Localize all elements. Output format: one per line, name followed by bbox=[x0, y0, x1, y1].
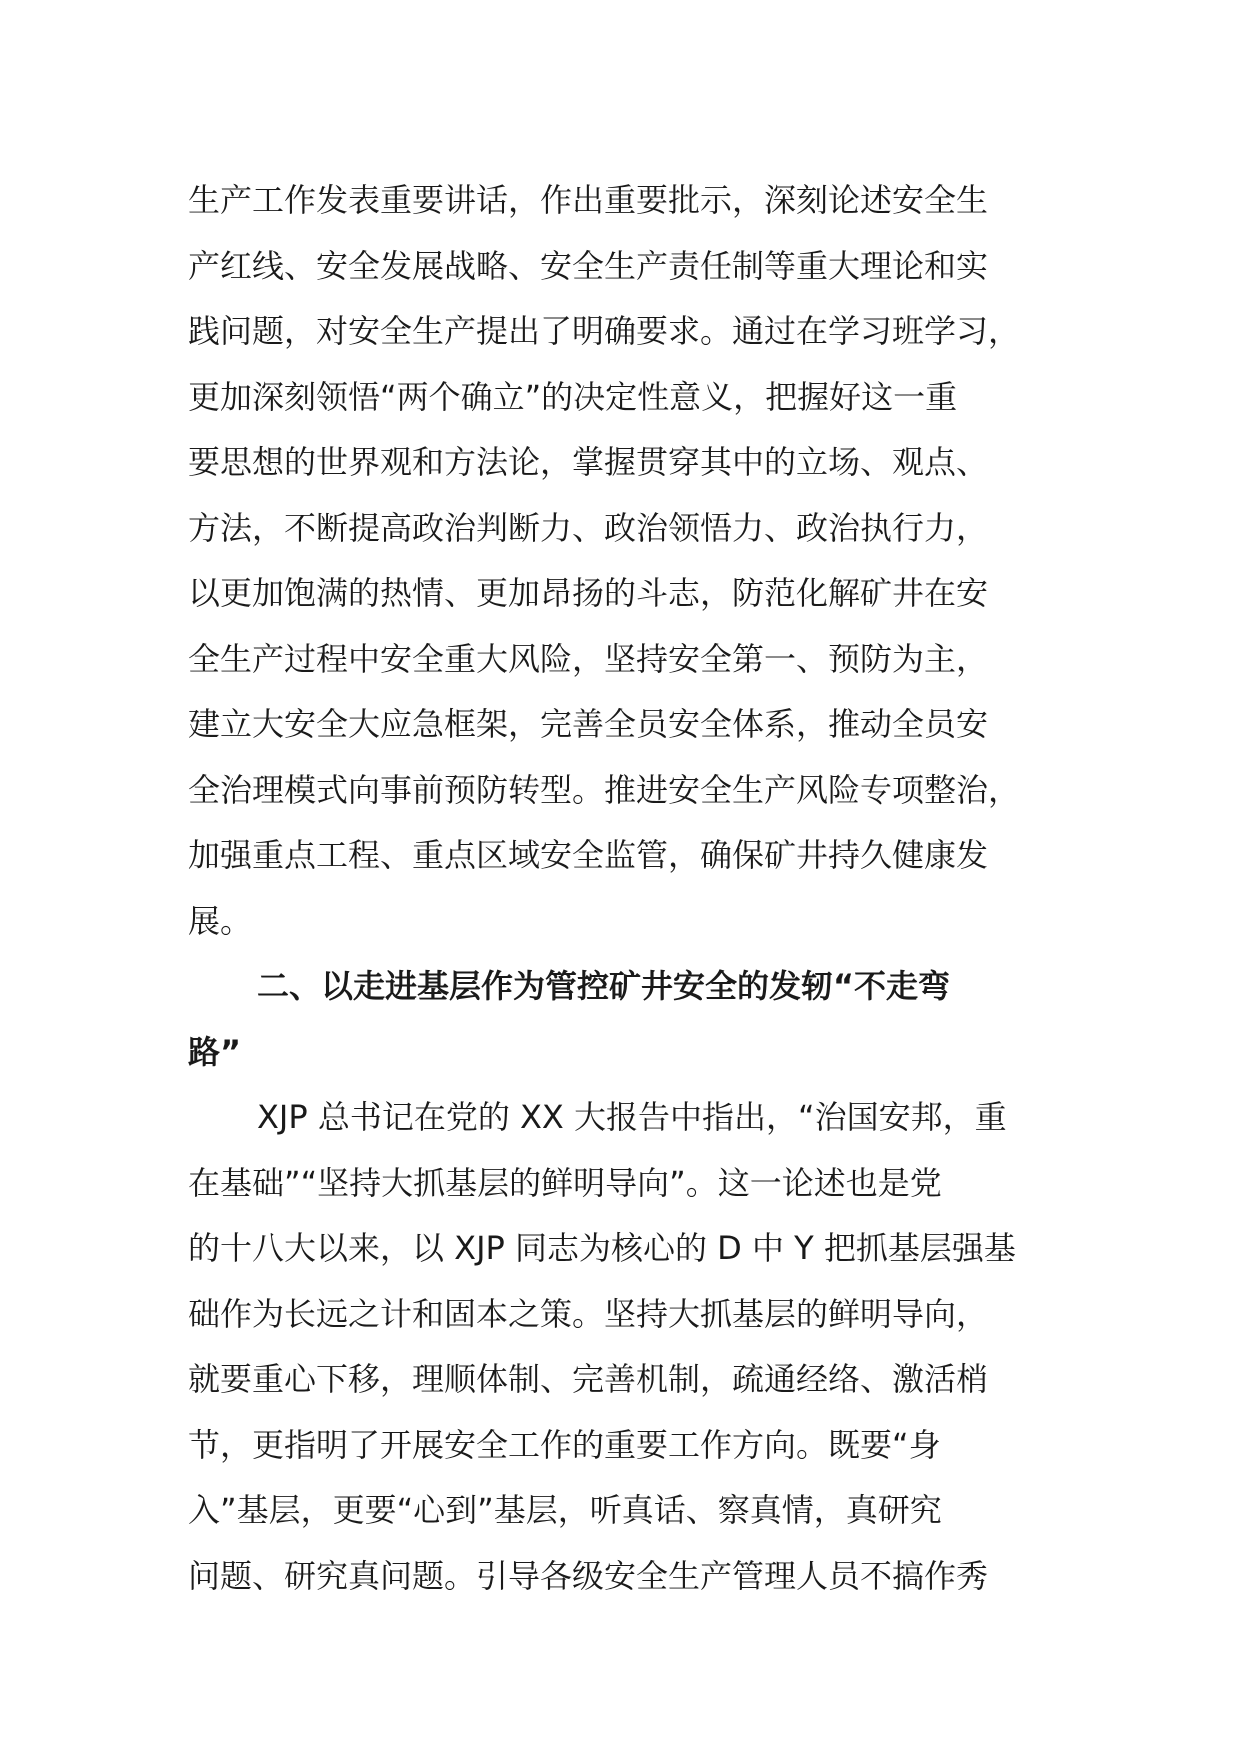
text-line: 建立大安全大应急框架，完善全员安全体系，推动全员安 bbox=[188, 705, 989, 743]
text-line: 入”基层，更要“心到”基层，听真话、察真情，真研究 bbox=[188, 1491, 942, 1529]
document-body bbox=[188, 168, 1058, 1609]
paragraph-2 bbox=[188, 1085, 1058, 1609]
text-line: 更加深刻领悟“两个确立”的决定性意义，把握好这一重 bbox=[188, 377, 958, 416]
text-line: 加强重点工程、重点区域安全监管，确保矿井持久健康发 bbox=[188, 836, 989, 874]
text-line: 的十八大以来，以 XJP 同志为核心的 D 中 Y 把抓基层强基 bbox=[188, 1229, 1016, 1267]
text-line: 问题、研究真问题。引导各级安全生产管理人员不搞作秀 bbox=[188, 1556, 989, 1595]
text-line: 在基础”“坚持大抓基层的鲜明导向”。这一论述也是党 bbox=[188, 1163, 942, 1202]
text-line: 方法，不断提高政治判断力、政治领悟力、政治执行力， bbox=[188, 508, 989, 547]
text-line: 础作为长远之计和固本之策。坚持大抓基层的鲜明导向， bbox=[188, 1294, 989, 1333]
text-line: 全治理模式向事前预防转型。推进安全生产风险专项整治， bbox=[188, 770, 1021, 809]
text-line: 生产工作发表重要讲话，作出重要批示，深刻论述安全生 bbox=[188, 181, 989, 219]
heading-line: 二、以走进基层作为管控矿井安全的发轫“不走弯 bbox=[257, 967, 951, 1005]
text-line: 以更加饱满的热情、更加昂扬的斗志，防范化解矿井在安 bbox=[188, 574, 989, 612]
section-heading bbox=[188, 954, 1058, 1085]
heading-line: 路” bbox=[188, 1032, 242, 1071]
text-line: 就要重心下移，理顺体制、完善机制，疏通经络、激活梢 bbox=[188, 1360, 989, 1398]
text-line: 要思想的世界观和方法论，掌握贯穿其中的立场、观点、 bbox=[188, 443, 989, 481]
text-line: 践问题，对安全生产提出了明确要求。通过在学习班学习， bbox=[188, 312, 1021, 350]
text-line: 全生产过程中安全重大风险，坚持安全第一、预防为主， bbox=[188, 639, 989, 678]
paragraph-1 bbox=[188, 168, 1058, 954]
text-line: 产红线、安全发展战略、安全生产责任制等重大理论和实 bbox=[188, 246, 989, 285]
text-line: 展。 bbox=[188, 901, 253, 940]
text-line: 节，更指明了开展安全工作的重要工作方向。既要“身 bbox=[188, 1425, 941, 1464]
text-line: XJP 总书记在党的 XX 大报告中指出，“治国安邦，重 bbox=[257, 1098, 1007, 1136]
